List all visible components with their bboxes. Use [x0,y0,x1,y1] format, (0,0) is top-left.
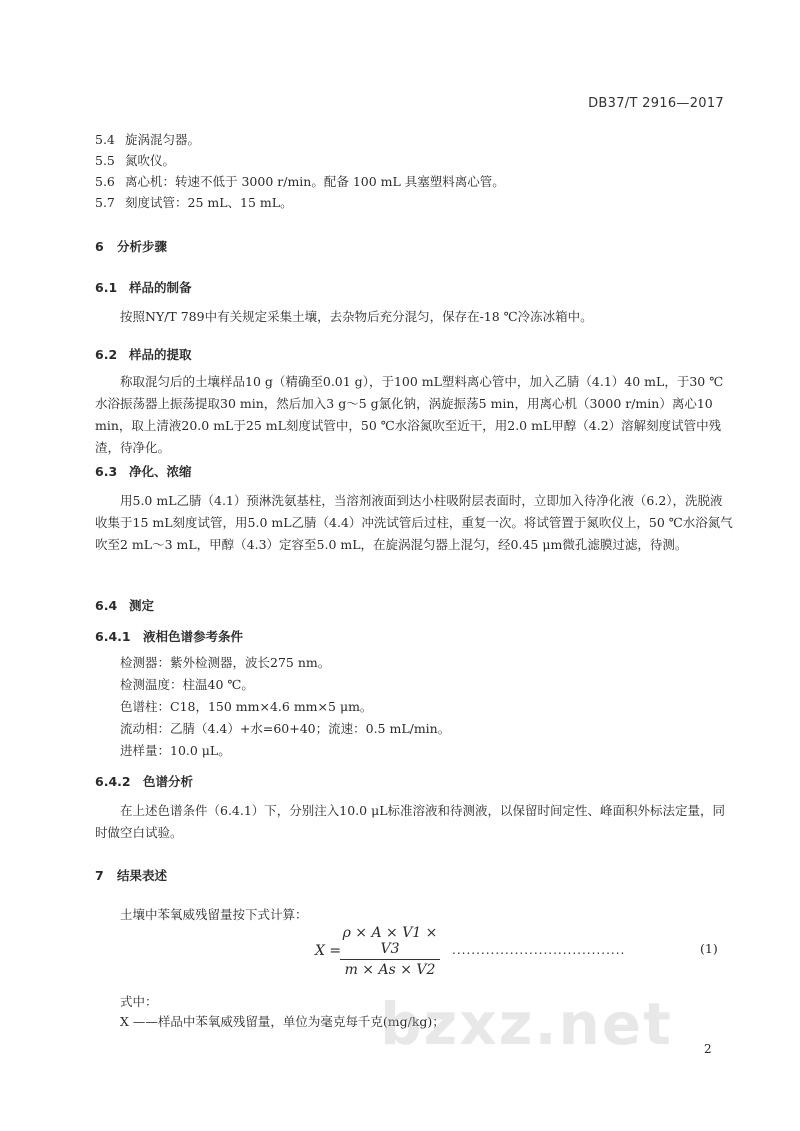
list-item: 5.4 旋涡混匀器。 [95,132,201,147]
paragraph: 用5.0 mL乙腈（4.1）预淋洗氨基柱，当溶剂液面到达小柱吸附层表面时，立即加入待净化液（6.2），洗脱液收集于15 mL刻度试管，用5.0 mL乙腈（4.4）冲洗试管后过柱，重复一次。将试管置于氮吹仪上，50 ℃水浴氮气吹至2 mL～3 mL，甲醇（4.3）定容至5.0 mL，在旋涡混匀器上混匀，经0.45 μm微孔滤膜过滤，待测。 [95,493,733,552]
section-heading: 7 结果表述 [95,868,168,883]
list-item: 5.6 离心机：转速不低于 3000 r/min。配备 100 mL 具塞塑料离心管。 [95,174,505,189]
standard-code: DB37/T 2916—2017 [588,96,724,111]
page-number: 2 [704,1042,712,1056]
variable-definition: X ——样品中苯氧威残留量，单位为毫克每千克(mg/kg)； [120,1014,445,1029]
formula-intro: 土壤中苯氧威残留量按下式计算： [120,907,308,922]
condition-line: 检测温度：柱温40 ℃。 [120,677,254,692]
condition-line: 色谱柱：C18，150 mm×4.6 mm×5 μm。 [120,699,373,714]
subsection-heading: 6.4.2 色谱分析 [95,774,194,789]
condition-line: 检测器：紫外检测器，波长275 nm。 [120,655,331,670]
subsection-heading: 6.1 样品的制备 [95,280,192,295]
where-label: 式中： [120,994,158,1009]
subsection-heading: 6.4.1 液相色谱参考条件 [95,629,244,644]
formula-fraction [340,925,440,978]
subsection-heading: 6.2 样品的提取 [95,347,192,362]
formula-leader-dots: .................................... [452,943,626,957]
paragraph: 按照NY/T 789中有关规定采集土壤，去杂物后充分混匀，保存在-18 ℃冷冻冰箱中。 [120,309,593,324]
equation-number: (1) [700,941,718,956]
formula-numerator: ρ × A × V1 × V3 [342,925,438,957]
formula-denominator: m × As × V2 [344,962,436,978]
condition-line: 进样量：10.0 μL。 [120,743,231,758]
section-heading: 6 分析步骤 [95,239,168,254]
watermark: bzxz.net [380,990,673,1058]
paragraph: 在上述色谱条件（6.4.1）下，分别注入10.0 μL标准溶液和待测液，以保留时间定性、峰面积外标法定量，同时做空白试验。 [95,803,726,840]
fraction-bar [340,959,440,960]
subsection-heading: 6.3 净化、浓缩 [95,464,192,479]
list-item: 5.5 氮吹仪。 [95,153,176,168]
formula-lhs: X = [315,943,342,959]
paragraph: 称取混匀后的土壤样品10 g（精确至0.01 g），于100 mL塑料离心管中，加入乙腈（4.1）40 mL，于30 ℃水浴振荡器上振荡提取30 min，然后加入3 g～5 g氯化钠，涡旋振荡5 min，用离心机（3000 r/min）离心10 min，取上清液20.0 mL于25 mL刻度试管中，50 ℃水浴氮吹至近干，用2.0 mL甲醇（4.2）溶解刻度试管中残渣，待净化。 [95,374,724,455]
list-item: 5.7 刻度试管：25 mL、15 mL。 [95,195,293,210]
subsection-heading: 6.4 测定 [95,598,155,613]
condition-line: 流动相：乙腈（4.4）+水=60+40；流速：0.5 mL/min。 [120,721,451,736]
